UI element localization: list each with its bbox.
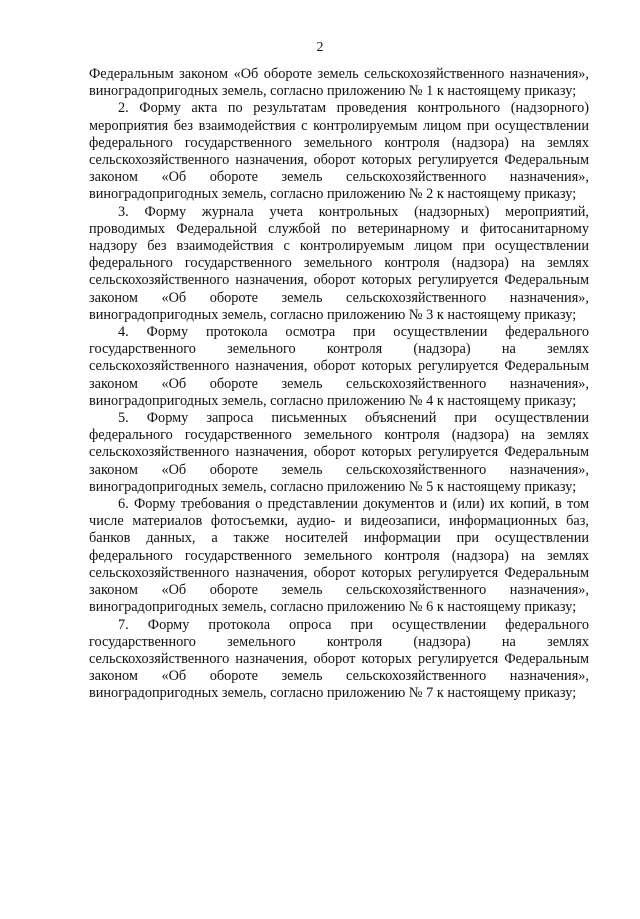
paragraph-continuation: Федеральным законом «Об обороте земель сельскохозяйственного назначения», виноградопригодных земель, согласно приложению № 1 к настоящему приказу; (89, 66, 589, 100)
paragraph-item-5: 5. Форму запроса письменных объяснений при осуществлении федерального государственного земельного контроля (надзора) на землях сельскохозяйственного назначения, оборот которых регулируется Федеральным законом «Об обороте земель сельскохозяйственного назначения», виноградопригодных земель, согласно приложению № 5 к настоящему приказу; (89, 410, 589, 495)
paragraph-item-3: 3. Форму журнала учета контрольных (надзорных) мероприятий, проводимых Федеральной службой по ветеринарному и фитосанитарному надзору без взаимодействия с контролируемым лицом при осуществлении федерального государственного земельного контроля (надзора) на землях сельскохозяйственного назначения, оборот которых регулируется Федеральным законом «Об обороте земель сельскохозяйственного назначения», виноградопригодных земель, согласно приложению № 3 к настоящему приказу; (89, 203, 589, 323)
page-number: 2 (316, 40, 324, 55)
paragraph-item-4: 4. Форму протокола осмотра при осуществлении федерального государственного земельного контроля (надзора) на землях сельскохозяйственного назначения, оборот которых регулируется Федеральным законом «Об обороте земель сельскохозяйственного назначения», виноградопригодных земель, согласно приложению № 4 к настоящему приказу; (89, 324, 589, 409)
document-body (89, 66, 589, 703)
paragraph-item-7: 7. Форму протокола опроса при осуществлении федерального государственного земельного контроля (надзора) на землях сельскохозяйственного назначения, оборот которых регулируется Федеральным законом «Об обороте земель сельскохозяйственного назначения», виноградопригодных земель, согласно приложению № 7 к настоящему приказу; (89, 616, 589, 702)
paragraph-item-6: 6. Форму требования о представлении документов и (или) их копий, в том числе материалов фотосъемки, аудио- и видеозаписи, информационных баз, банков данных, а также носителей информации при осуществлении федерального государственного земельного контроля (надзора) на землях сельскохозяйственного назначения, оборот которых регулируется Федеральным законом «Об обороте земель сельскохозяйственного назначения», виноградопригодных земель, согласно приложению № 6 к настоящему приказу; (89, 496, 589, 616)
paragraph-item-2: 2. Форму акта по результатам проведения контрольного (надзорного) мероприятия без взаимодействия с контролируемым лицом при осуществлении федерального государственного земельного контроля (надзора) на землях сельскохозяйственного назначения, оборот которых регулируется Федеральным законом «Об обороте земель сельскохозяйственного назначения», виноградопригодных земель, согласно приложению № 2 к настоящему приказу; (89, 100, 589, 203)
